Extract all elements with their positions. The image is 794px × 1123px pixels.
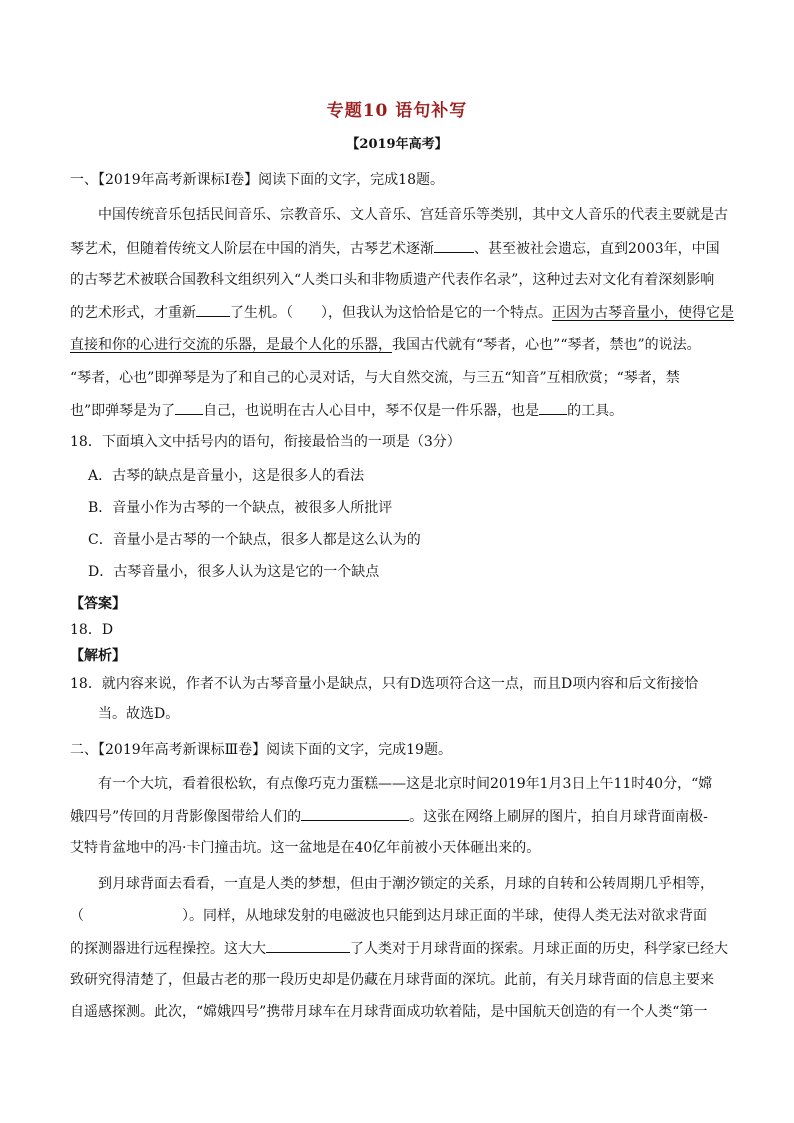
analysis-line-1: 18．就内容来说，作者不认为古琴音量小是缺点，只有D选项符合这一点，而且D项内容和后文衔接恰 [70,676,699,692]
option-a: A．古琴的缺点是音量小，这是很多人的看法 [88,468,365,484]
analysis-label: 【解析】 [70,648,126,664]
option-c: C．音量小是古琴的一个缺点，很多人都是这么认为的 [88,532,421,548]
option-d: D．古琴音量小，很多人认为这是它的一个缺点 [88,564,380,580]
q1-intro: 一、【2019年高考新课标Ⅰ卷】阅读下面的文字，完成18题。 [70,172,444,188]
blank-6 [266,938,350,953]
blank-2 [196,302,230,317]
q2-para-line-1: 有一个大坑，看着很松软，有点像巧克力蛋糕——这是北京时间2019年1月3日上午11时40分，“嫦 [98,776,713,792]
q1-para-line-6: “琴者，心也”即弹琴是为了和自己的心灵对话，与大自然交流，与三五“知音”互相欣赏；“琴者，禁 [70,370,680,386]
q2-para-line-3: 艾特肯盆地中的冯·卡门撞击坑。这一盆地是在40亿年前被小天体砸出来的。 [70,840,541,856]
blank-3 [175,400,203,415]
q2-para-line-4: 到月球背面去看看，一直是人类的梦想，但由于潮汐锁定的关系，月球的自转和公转周期几乎相等， [98,876,714,892]
q2-intro: 二、【2019年高考新课标Ⅲ卷】阅读下面的文字，完成19题。 [70,742,452,758]
question-18: 18．下面填入文中括号内的语句，衔接最恰当的一项是（3分） [70,434,461,450]
q2-para-line-8: 自遥感探测。此次，“嫦娥四号”携带月球车在月球背面成功软着陆，是中国航天创造的有一个人类“第一 [70,1004,708,1020]
answer-text: 18．D [70,622,114,638]
q2-para-line-5: （ ）。同样，从地球发射的电磁波也只能到达月球正面的半球，使得人类无法对欲求背面 [70,908,707,924]
page-title: 专题10 语句补写 [326,101,468,121]
q2-para-line-6: 的探测器进行远程操控。这大大 了人类对于月球背面的探索。月球正面的历史，科学家已经大 [70,938,728,959]
answer-label: 【答案】 [70,596,126,612]
blank-4 [539,400,567,415]
q1-para-line-2: 琴艺术，但随着传统文人阶层在中国的消失，古琴艺术逐渐 、甚至被社会遗忘，直到2003年，中国 [70,238,720,259]
analysis-line-2: 当。故选D。 [98,706,180,722]
q1-para-line-4: 的艺术形式，才重新 了生机。（ ），但我认为这恰恰是它的一个特点。正因为古琴音量小，使得它是 [70,302,734,323]
q2-para-line-7: 致研究得清楚了，但最古老的那一段历史却是仍藏在月球背面的深坑。此前，有关月球背面的信息主要来 [70,972,714,988]
q1-para-line-7: 也”即弹琴是为了 自己，也说明在古人心目中，琴不仅是一件乐器，也是 的工具。 [70,400,623,421]
option-b: B．音量小作为古琴的一个缺点，被很多人所批评 [88,500,393,516]
q1-para-line-3: 的古琴艺术被联合国教科文组织列入“人类口头和非物质遗产代表作名录”，这种过去对文化有着深刻影响 [70,272,715,288]
blank-1 [434,238,474,253]
section-heading: 【2019年高考】 [346,137,448,152]
q1-para-line-1: 中国传统音乐包括民间音乐、宗教音乐、文人音乐、宫廷音乐等类别，其中文人音乐的代表主要就是古 [98,207,728,223]
q2-para-line-2: 娥四号”传回的月背影像图带给人们的 。这张在网络上刷屏的图片，拍自月球背面南极- [70,806,708,827]
blank-5 [301,806,409,821]
q1-para-line-5: 直接和你的心进行交流的乐器，是最个人化的乐器，我国古代就有“琴者，心也”“琴者，禁也”的说法。 [70,337,701,353]
